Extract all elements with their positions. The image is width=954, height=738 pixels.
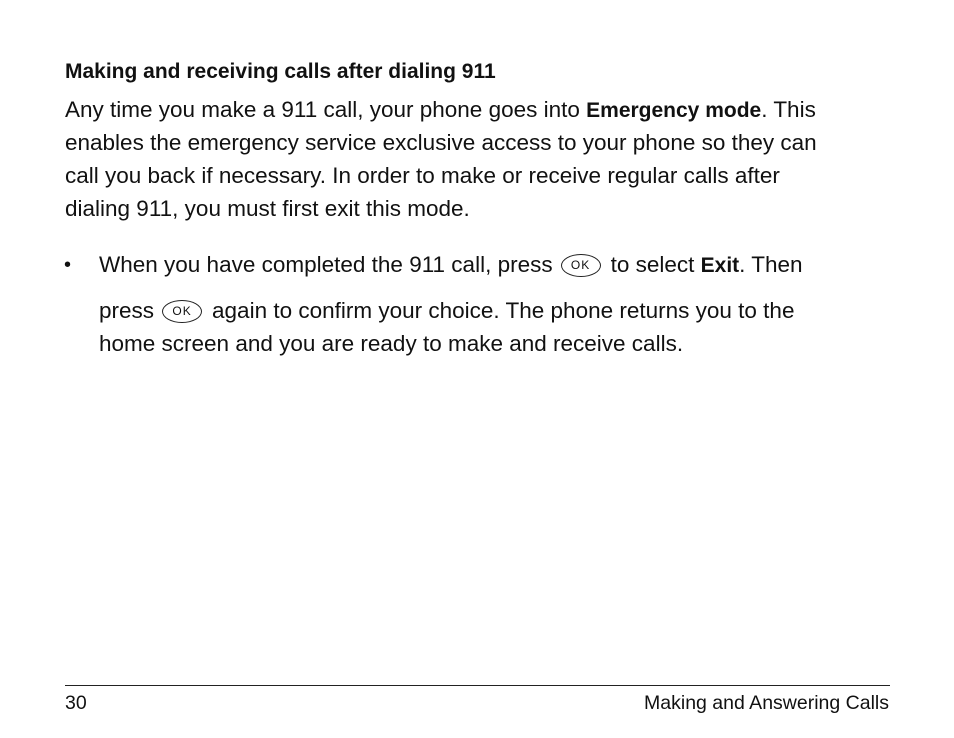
footer-section-title: Making and Answering Calls: [644, 692, 889, 714]
paragraph-line: dialing 911, you must first exit this mode.: [65, 196, 470, 221]
bullet-line: home screen and you are ready to make and receive calls.: [99, 331, 684, 356]
text: again to confirm your choice. The phone returns you to the: [212, 298, 795, 323]
bold-term: Exit: [700, 254, 740, 277]
text: to select: [610, 252, 701, 277]
ok-key-icon: OK: [561, 254, 601, 277]
section-heading: Making and receiving calls after dialing 911: [65, 60, 496, 83]
text: Any time you make a 911 call, your phone goes into: [65, 97, 587, 122]
footer-rule: [65, 685, 890, 686]
ok-key-icon: OK: [162, 300, 202, 323]
bullet-line: [99, 252, 803, 278]
text: . Then: [739, 252, 803, 277]
text: . This: [761, 97, 816, 122]
bullet-line: [99, 298, 794, 324]
paragraph-line: [65, 97, 816, 123]
text: press: [99, 298, 155, 323]
paragraph-line: enables the emergency service exclusive access to your phone so they can: [65, 130, 817, 155]
page-number: 30: [65, 692, 87, 714]
bullet-marker: •: [64, 254, 72, 276]
text: When you have completed the 911 call, press: [99, 252, 553, 277]
paragraph-line: call you back if necessary. In order to make or receive regular calls after: [65, 163, 780, 188]
bold-term: Emergency mode: [586, 99, 762, 122]
